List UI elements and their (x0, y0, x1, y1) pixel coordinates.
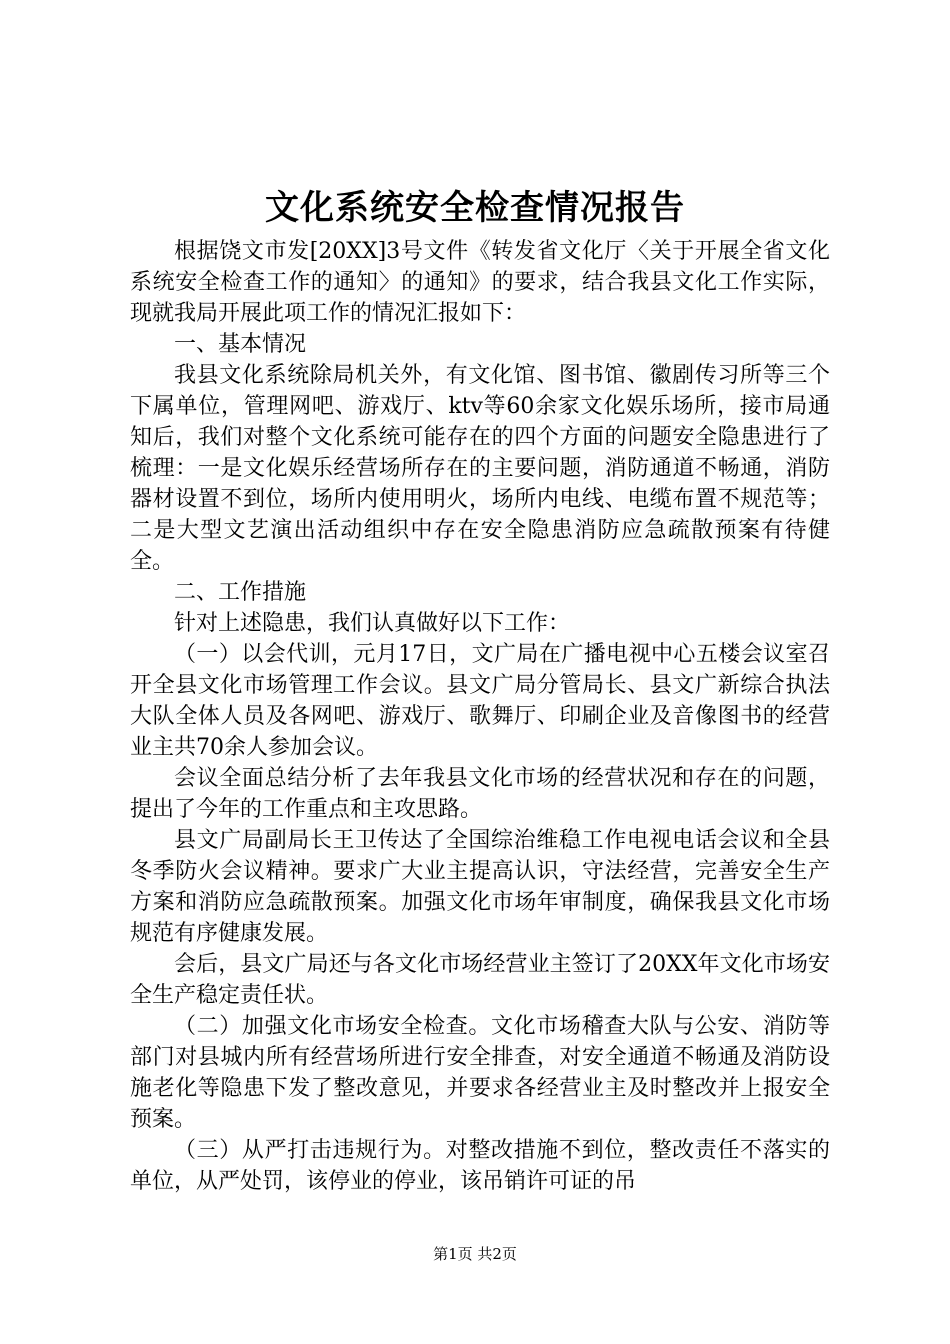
paragraph-measures-intro: 针对上述隐患，我们认真做好以下工作： (174, 611, 571, 636)
paragraph-measure-2: （二）加强文化市场安全检查。文化市场稽查大队与公安、消防等部门对县城内所有经营场所进行安全排查，对安全通道不畅通及消防设施老化等隐患下发了整改意见，并要求各经营业主及时整改并上报安全预案。 (130, 1014, 830, 1132)
document-body (130, 236, 830, 1197)
paragraph-deputy-director: 县文广局副局长王卫传达了全国综治维稳工作电视电话会议和全县冬季防火会议精神。要求广大业主提高认识，守法经营，完善安全生产方案和消防应急疏散预案。加强文化市场年审制度，确保我县文化市场规范有序健康发展。 (130, 828, 830, 946)
paragraph-measure-3: （三）从严打击违规行为。对整改措施不到位，整改责任不落实的单位，从严处罚，该停业的停业，该吊销许可证的吊 (130, 1138, 830, 1194)
page-footer (0, 1244, 950, 1264)
paragraph-intro: 根据饶文市发[20XX]3号文件《转发省文化厅〈关于开展全省文化系统安全检查工作的通知〉的通知》的要求，结合我县文化工作实际，现就我局开展此项工作的情况汇报如下： (130, 239, 830, 326)
paragraph-meeting-summary: 会议全面总结分析了去年我县文化市场的经营状况和存在的问题，提出了今年的工作重点和主攻思路。 (130, 766, 830, 822)
document-title: 文化系统安全检查情况报告 (265, 188, 685, 228)
paragraph-basic-situation: 我县文化系统除局机关外，有文化馆、图书馆、徽剧传习所等三个下属单位，管理网吧、游戏厅、ktv等60余家文化娱乐场所，接市局通知后，我们对整个文化系统可能存在的四个方面的问题安全隐患进行了梳理：一是文化娱乐经营场所存在的主要问题，消防通道不畅通，消防器材设置不到位，场所内使用明火，场所内电线、电缆布置不规范等；二是大型文艺演出活动组织中存在安全隐患消防应急疏散预案有待健全。 (130, 363, 830, 574)
paragraph-measure-1: （一）以会代训，元月17日，文广局在广播电视中心五楼会议室召开全县文化市场管理工作会议。县文广局分管局长、县文广新综合执法大队全体人员及各网吧、游戏厅、歌舞厅、印刷企业及音像图书的经营业主共70余人参加会议。 (130, 642, 830, 760)
page-number: 第1页 共2页 (433, 1245, 517, 1263)
section-heading-measures: 二、工作措施 (174, 580, 307, 605)
section-heading-basic: 一、基本情况 (174, 332, 307, 357)
paragraph-responsibility: 会后，县文广局还与各文化市场经营业主签订了20XX年文化市场安全生产稳定责任状。 (130, 952, 830, 1008)
